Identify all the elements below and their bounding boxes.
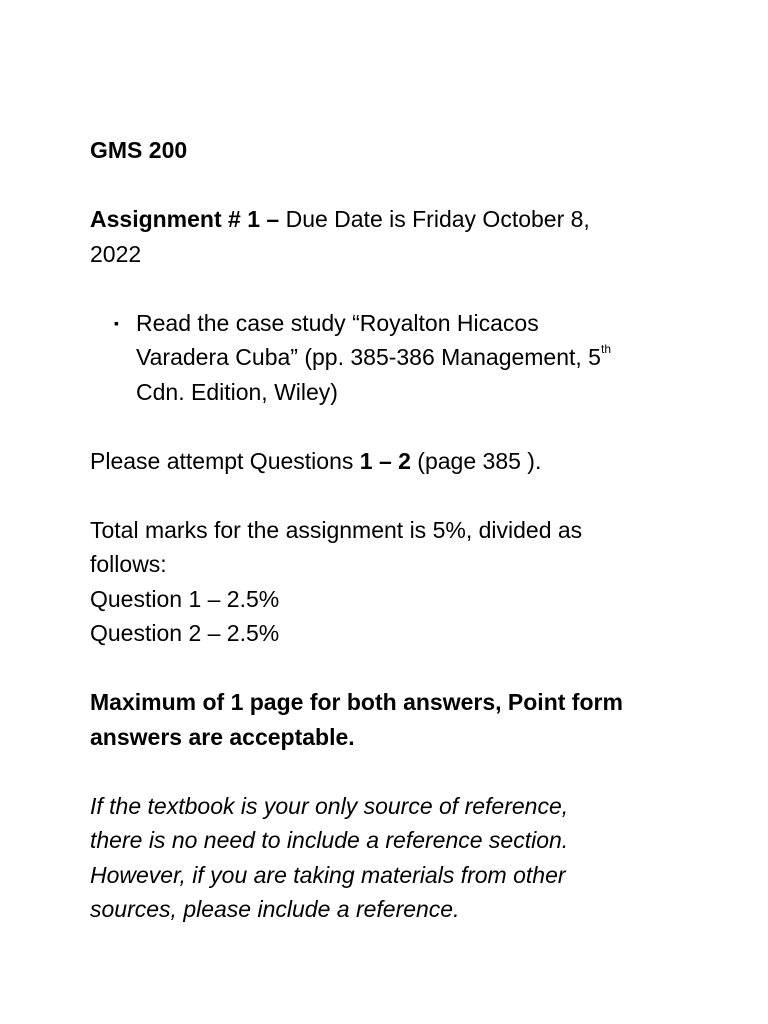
marks-line-2: follows: [90,551,167,577]
spacer [90,754,710,789]
spacer [90,478,710,513]
spacer [90,168,710,203]
questions-range: 1 – 2 [359,447,411,474]
reference-note-line-4: sources, please include a reference. [90,896,460,922]
course-code: GMS 200 [90,137,188,163]
reading-line-2-text: Varadera Cuba” (pp. 385-386 Management, 5 [136,344,601,370]
reading-line-2 [136,340,710,375]
reference-note-line-2: there is no need to include a reference section. [90,827,569,853]
reading-line-3: Cdn. Edition, Wiley) [136,378,338,405]
questions-prefix: Please attempt Questions [90,447,360,474]
square-bullet-icon: ▪ [114,314,119,331]
marks-question-1: Question 1 – 2.5% [90,585,280,612]
reading-line-1: Read the case study “Royalton Hicacos [136,309,539,336]
spacer [90,651,710,686]
reading-bullet-item [90,306,710,410]
marks-line-1: Total marks for the assignment is 5%, divided as [90,516,583,543]
reference-note-line-1: If the textbook is your only source of reference, [90,792,569,819]
assignment-heading [90,202,710,237]
due-date-text: Due Date is Friday October 8, [279,206,590,232]
assignment-document [90,133,710,927]
page-limit-line-2: answers are acceptable. [90,723,355,750]
spacer [90,271,710,306]
marks-question-2: Question 2 – 2.5% [90,620,280,646]
due-year: 2022 [90,240,142,267]
reference-note-line-3: However, if you are taking materials from other [90,861,566,888]
spacer [90,409,710,444]
page-limit-line-1: Maximum of 1 page for both answers, Point form [90,689,623,715]
edition-superscript: th [600,342,611,356]
assignment-label: Assignment # 1 – [90,206,280,232]
questions-suffix: (page 385 ). [410,447,542,474]
questions-instruction [90,444,710,479]
